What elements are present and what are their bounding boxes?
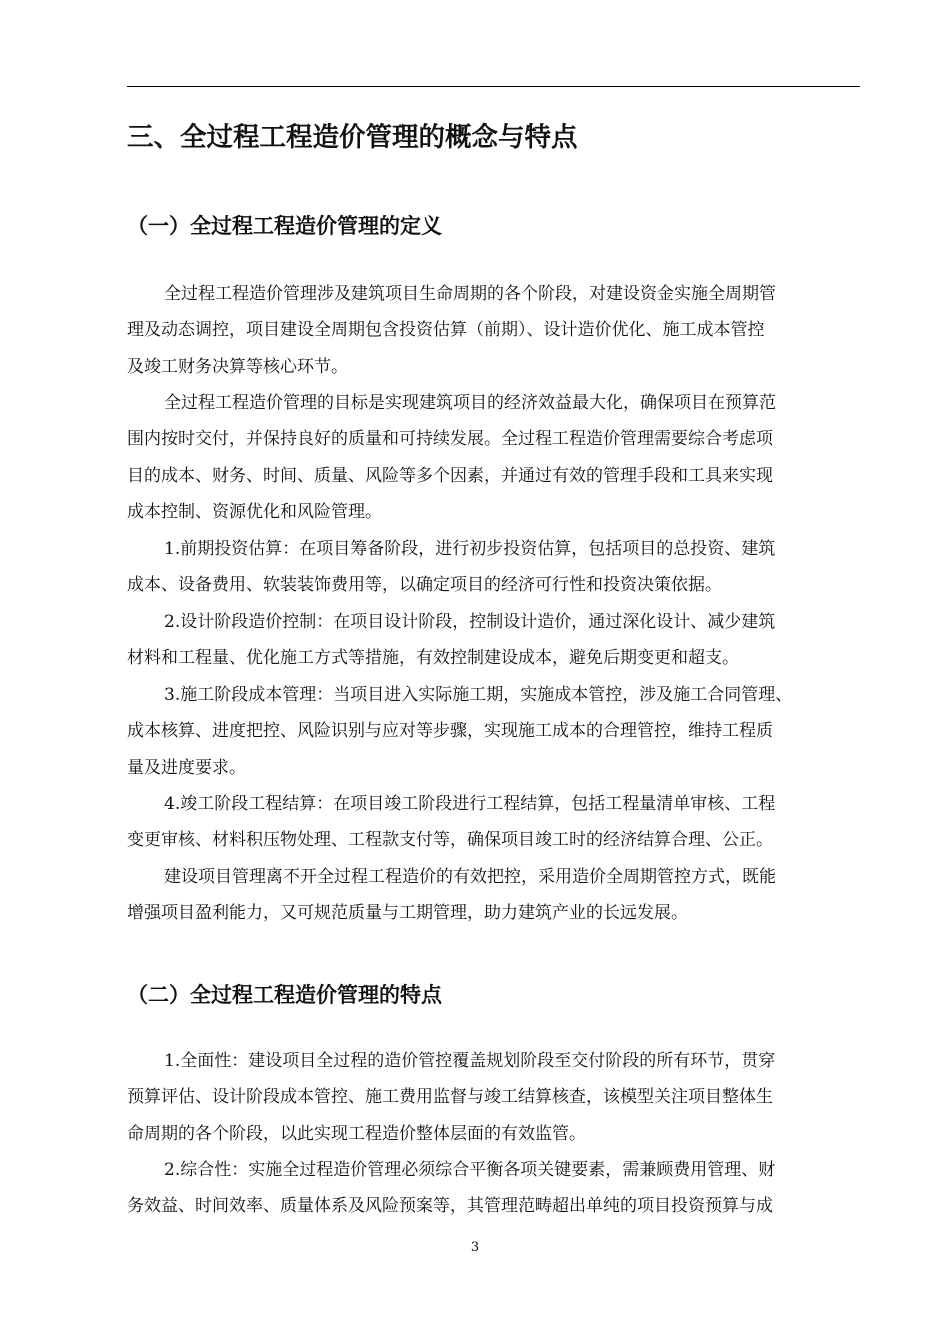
header-rule: [127, 86, 860, 87]
text-line: 全过程工程造价管理的目标是实现建筑项目的经济效益最大化，确保项目在预算范: [164, 393, 776, 413]
paragraph: [127, 531, 860, 604]
text-line: 成本、设备费用、软装装饰费用等，以确定项目的经济可行性和投资决策依据。: [127, 575, 722, 596]
paragraph: [127, 786, 860, 859]
text-line: 4.竣工阶段工程结算：在项目竣工阶段进行工程结算，包括工程量清单审核、工程: [164, 794, 776, 814]
paragraph: [127, 385, 860, 531]
section-title-definition: （一）全过程工程造价管理的定义: [127, 214, 442, 238]
text-line: 1.全面性：建设项目全过程的造价管控覆盖规划阶段至交付阶段的所有环节，贯穿: [164, 1051, 776, 1071]
text-line: 材料和工程量、优化施工方式等措施，有效控制建设成本，避免后期变更和超支。: [127, 648, 739, 669]
text-line: 命周期的各个阶段，以此实现工程造价整体层面的有效监管。: [127, 1123, 586, 1144]
text-line: 成本控制、资源优化和风险管理。: [127, 502, 382, 523]
text-line: 理及动态调控，项目建设全周期包含投资估算（前期）、设计造价优化、施工成本管控: [127, 320, 765, 341]
text-line: 增强项目盈利能力，又可规范质量与工期管理，助力建筑产业的长远发展。: [127, 903, 688, 924]
text-line: 成本核算、进度把控、风险识别与应对等步骤，实现施工成本的合理管控，维持工程质: [127, 721, 773, 742]
chapter-heading: 三、全过程工程造价管理的概念与特点: [127, 122, 578, 153]
text-line: 预算评估、设计阶段成本管控、施工费用监督与竣工结算核查，该模型关注项目整体生: [127, 1087, 773, 1108]
section-title-features: （二）全过程工程造价管理的特点: [127, 983, 442, 1007]
text-line: 建设项目管理离不开全过程工程造价的有效把控，采用造价全周期管控方式，既能: [164, 867, 776, 887]
paragraph: [127, 1043, 860, 1152]
text-line: 2.设计阶段造价控制：在项目设计阶段，控制设计造价，通过深化设计、减少建筑: [164, 612, 776, 632]
text-line: 目的成本、财务、时间、质量、风险等多个因素，并通过有效的管理手段和工具来实现: [127, 465, 773, 486]
paragraph: [127, 1152, 860, 1225]
text-line: 全过程工程造价管理涉及建筑项目生命周期的各个阶段，对建设资金实施全周期管: [164, 284, 776, 304]
paragraph: [127, 276, 860, 385]
text-line: 1.前期投资估算：在项目筹备阶段，进行初步投资估算，包括项目的总投资、建筑: [164, 539, 776, 559]
text-line: 务效益、时间效率、质量体系及风险预案等，其管理范畴超出单纯的项目投资预算与成: [127, 1196, 773, 1217]
page-number: 3: [470, 1240, 480, 1255]
text-line: 围内按时交付，并保持良好的质量和可持续发展。全过程工程造价管理需要综合考虑项: [127, 429, 773, 450]
paragraph: [127, 604, 860, 677]
text-line: 及竣工财务决算等核心环节。: [127, 356, 348, 377]
text-line: 量及进度要求。: [127, 757, 246, 778]
paragraph: [127, 677, 860, 786]
text-line: 变更审核、材料积压物处理、工程款支付等，确保项目竣工时的经济结算合理、公正。: [127, 830, 773, 851]
text-line: 3.施工阶段成本管理：当项目进入实际施工期，实施成本管控，涉及施工合同管理、: [164, 685, 793, 705]
text-line: 2.综合性：实施全过程造价管理必须综合平衡各项关键要素，需兼顾费用管理、财: [164, 1160, 776, 1180]
paragraph: [127, 859, 860, 932]
